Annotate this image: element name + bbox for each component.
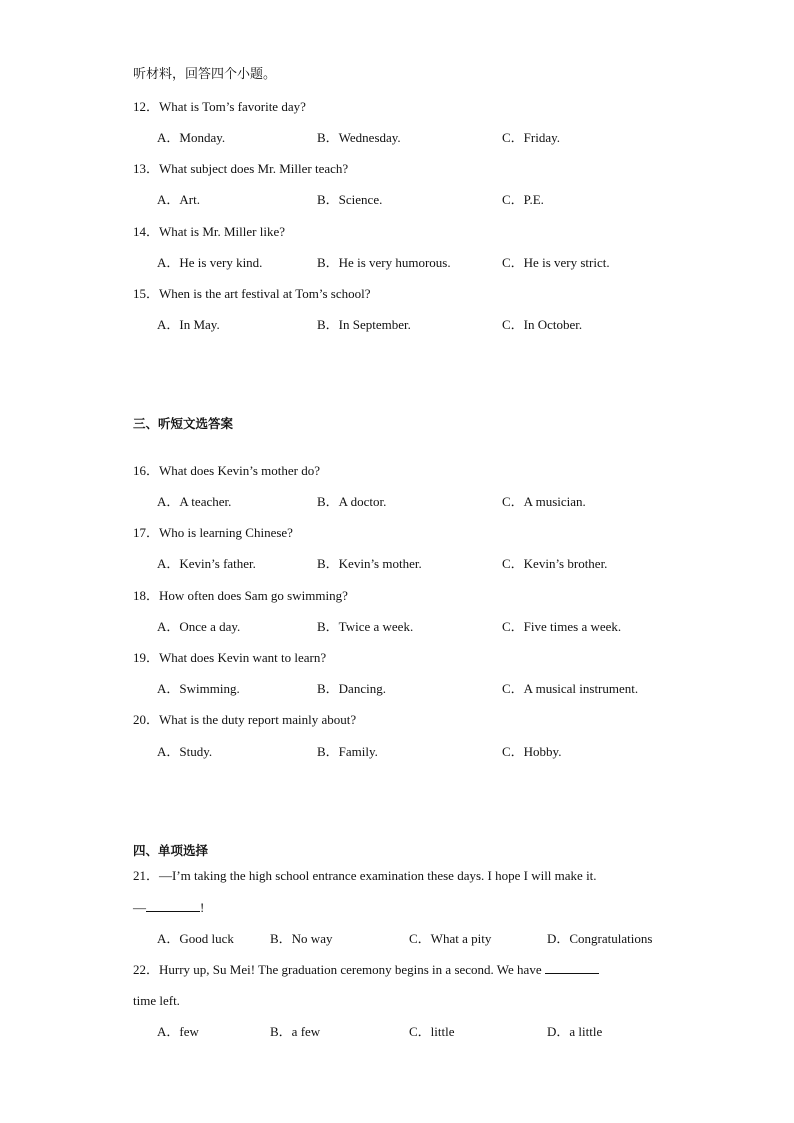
question-15: 15．When is the art festival at Tom’s school? [133,286,371,301]
exclamation-mark: ! [200,900,205,915]
option-a[interactable]: A．Good luck [157,931,234,946]
option-a[interactable]: A．Monday. [157,130,226,145]
option-c[interactable]: C．P.E. [502,192,544,207]
option-c[interactable]: C．A musician. [502,494,586,509]
option-a[interactable]: A．Study. [157,744,213,759]
question-22-line-2: time left. [133,993,180,1008]
answer-blank[interactable] [146,899,200,912]
question-19: 19．What does Kevin want to learn? [133,650,327,665]
option-b[interactable]: B．Dancing. [317,681,386,696]
dialogue-dash: — [133,900,146,915]
option-b[interactable]: B．Family. [317,744,378,759]
question-12: 12．What is Tom’s favorite day? [133,99,306,114]
option-c[interactable]: C．Five times a week. [502,619,622,634]
option-a[interactable]: A．He is very kind. [157,255,263,270]
option-b[interactable]: B．Kevin’s mother. [317,556,422,571]
option-b[interactable]: B．A doctor. [317,494,387,509]
question-21: 21．—I’m taking the high school entrance examination these days. I hope I will make it. [133,868,597,883]
question-20: 20．What is the duty report mainly about? [133,712,357,727]
option-c[interactable]: C．Hobby. [502,744,562,759]
option-a[interactable]: A．A teacher. [157,494,232,509]
option-c[interactable]: C．A musical instrument. [502,681,639,696]
option-c[interactable]: C．Friday. [502,130,561,145]
option-c[interactable]: C．He is very strict. [502,255,610,270]
question-21-line-2 [133,899,204,917]
option-a[interactable]: A．Once a day. [157,619,241,634]
section-4-heading: 四、单项选择 [133,843,209,858]
option-a[interactable]: A．Art. [157,192,200,207]
option-d[interactable]: D．Congratulations [547,931,653,946]
option-a[interactable]: A．few [157,1024,199,1039]
question-17: 17．Who is learning Chinese? [133,525,293,540]
option-a[interactable]: A．Kevin’s father. [157,556,256,571]
option-b[interactable]: B．Twice a week. [317,619,414,634]
option-c[interactable]: C．What a pity [409,931,492,946]
answer-blank[interactable] [545,961,599,974]
option-c[interactable]: C．In October. [502,317,583,332]
option-b[interactable]: B．Wednesday. [317,130,401,145]
option-c[interactable]: C．Kevin’s brother. [502,556,608,571]
question-13: 13．What subject does Mr. Miller teach? [133,161,349,176]
question-18: 18．How often does Sam go swimming? [133,588,348,603]
option-c[interactable]: C．little [409,1024,455,1039]
question-14: 14．What is Mr. Miller like? [133,224,286,239]
option-b[interactable]: B．He is very humorous. [317,255,451,270]
question-22 [133,961,599,979]
question-16: 16．What does Kevin’s mother do? [133,463,321,478]
section-3-heading: 三、听短文选答案 [133,416,234,431]
option-b[interactable]: B．No way [270,931,333,946]
option-b[interactable]: B．a few [270,1024,321,1039]
option-a[interactable]: A．In May. [157,317,220,332]
listening-intro: 听材料，回答四个小题。 [133,67,277,82]
option-a[interactable]: A．Swimming. [157,681,240,696]
option-b[interactable]: B．In September. [317,317,411,332]
question-22-text: 22．Hurry up, Su Mei! The graduation ceremony begins in a second. We have [133,962,542,977]
option-b[interactable]: B．Science. [317,192,383,207]
option-d[interactable]: D．a little [547,1024,603,1039]
